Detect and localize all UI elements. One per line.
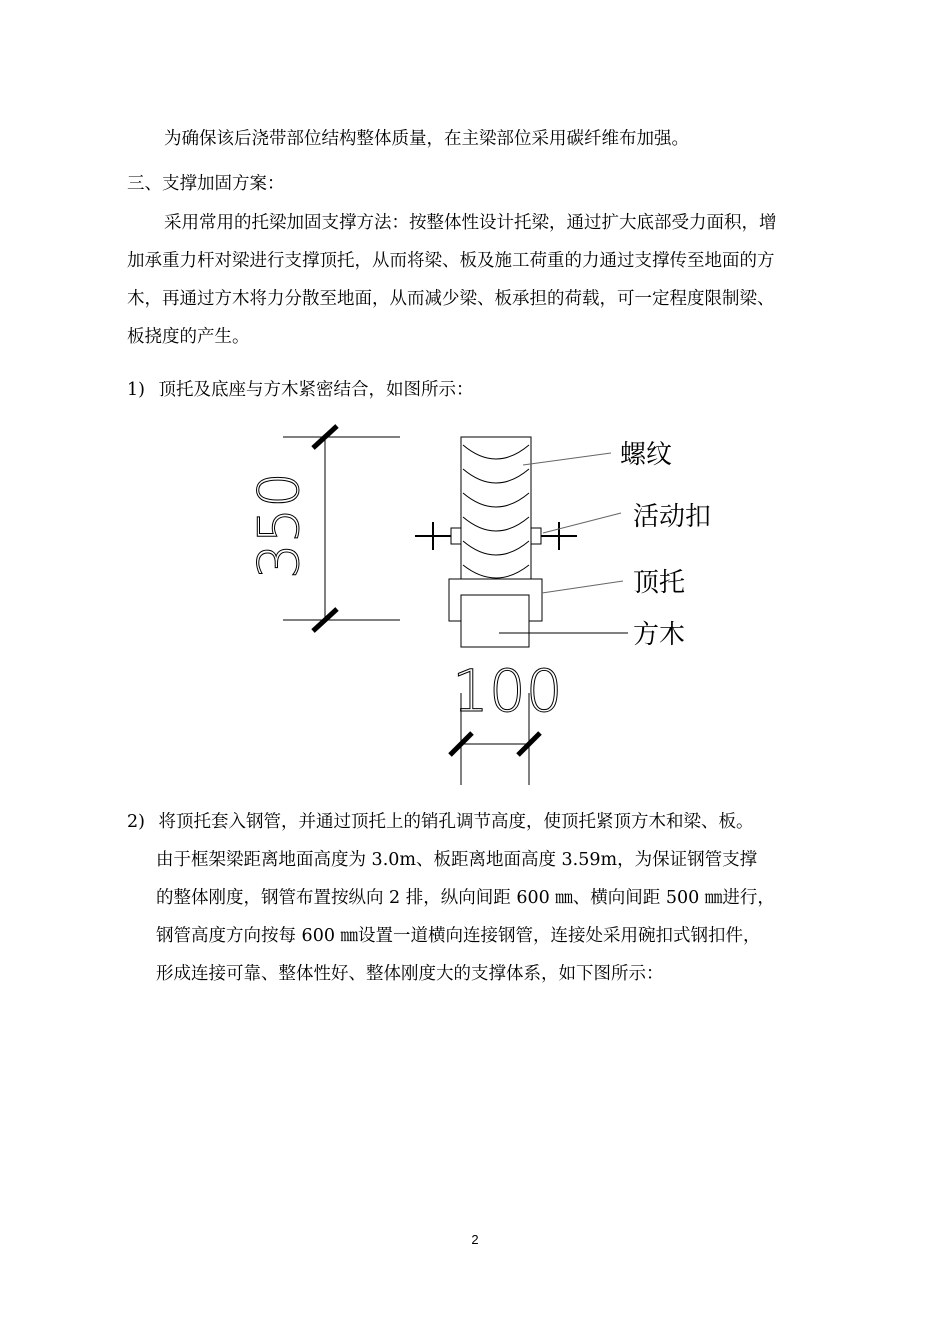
list-marker: 1) — [127, 380, 145, 400]
dim-width-label: 100 — [452, 657, 563, 725]
paragraph-method-line3: 木，再通过方木将力分散至地面，从而减少梁、板承担的荷载，可一定程度限制梁、 — [127, 289, 775, 309]
thread-rod — [461, 437, 531, 579]
list-text: 将顶托套入钢管，并通过顶托上的销孔调节高度，使顶托紧顶方木和梁、板。 — [158, 812, 754, 832]
list-item-2 — [127, 805, 839, 839]
list-item-2-line2: 由于框架梁距离地面高度为 3.0m、板距离地面高度 3.59m，为保证钢管支撑 — [156, 850, 758, 870]
list-item-2-line4: 钢管高度方向按每 600 ㎜设置一道横向连接钢管，连接处采用碗扣式钢扣件， — [156, 926, 761, 946]
list-item-1 — [127, 373, 839, 407]
label-clamp: 活动扣 — [633, 502, 712, 532]
paragraph-method-line2: 加承重力杆对梁进行支撑顶托，从而将梁、板及施工荷重的力通过支撑传至地面的方 — [127, 251, 775, 271]
label-thread: 螺纹 — [620, 440, 673, 470]
list-text: 顶托及底座与方木紧密结合，如图所示： — [158, 380, 474, 400]
section-heading-support: 三、支撑加固方案： — [127, 174, 285, 194]
list-item-2-line3: 的整体刚度，钢管布置按纵向 2 排，纵向间距 600 ㎜、横向间距 500 ㎜进行， — [156, 888, 775, 908]
dim-height-label: 350 — [247, 472, 312, 579]
label-jack: 顶托 — [633, 568, 686, 598]
list-item-2-line5: 形成连接可靠、整体性好、整体刚度大的支撑体系，如下图所示： — [156, 964, 664, 984]
adjustable-clamp — [415, 522, 577, 550]
paragraph-method-line4: 板挠度的产生。 — [127, 327, 250, 347]
paragraph-method-line1: 采用常用的托梁加固支撑方法：按整体性设计托梁，通过扩大底部受力面积，增 — [164, 213, 777, 233]
list-marker: 2) — [127, 812, 145, 832]
jack-timber-diagram — [245, 415, 725, 795]
paragraph-reinforcement: 为确保该后浇带部位结构整体质量，在主梁部位采用碳纤维布加强。 — [164, 129, 689, 149]
timber-block — [461, 595, 529, 647]
page-number: 2 — [471, 1232, 479, 1247]
label-timber: 方木 — [633, 620, 686, 650]
